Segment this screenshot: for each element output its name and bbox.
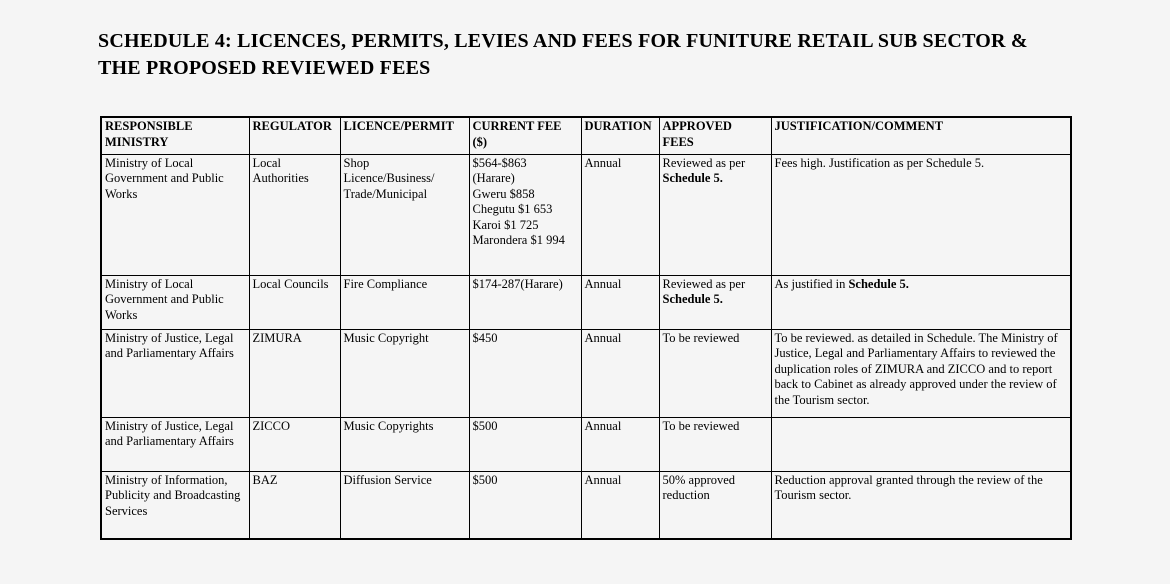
text-segment: $174-287(Harare) [472,276,563,291]
cell-line [663,135,768,151]
cell-line [473,171,578,187]
text-segment: To be reviewed. as detailed in Schedule. The Ministry of Justice, Legal and Parliamentary Affairs to reviewed the duplication roles of ZIMURA and ZICCO and to report back to Cabinet as already approved under the review of the Tourism sector. [774,330,1058,407]
table-cell [659,275,771,329]
column-header [581,117,659,154]
table-body [101,154,1071,539]
cell-line [344,171,466,187]
cell-line [105,277,246,324]
text-segment: Gweru $858 [472,186,535,201]
table-cell [340,154,469,275]
cell-line [585,277,656,293]
cell-line [775,119,1068,135]
cell-line [473,233,578,249]
table-cell [101,417,249,471]
fees-table [100,116,1072,540]
cell-line [344,187,466,203]
table-cell [249,275,340,329]
table-cell [340,275,469,329]
cell-line [473,156,578,172]
cell-line [344,331,466,347]
text-segment: Karoi $1 725 [472,217,539,232]
table-cell [469,275,581,329]
text-segment: JUSTIFICATION/COMMENT [774,119,944,133]
table-cell [101,471,249,539]
table-cell [581,471,659,539]
text-segment: ZICCO [252,418,290,433]
table-cell [469,329,581,417]
cell-line [344,156,466,172]
table-cell [771,329,1071,417]
cell-line [105,419,246,450]
cell-line [253,156,337,187]
table-cell [581,417,659,471]
cell-line [473,119,578,135]
text-segment: LICENCE/PERMIT [343,119,454,133]
text-segment: $564-$863 [472,155,527,170]
text-segment: Ministry of Justice, Legal and Parliamentary Affairs [105,330,234,360]
text-segment: APPROVED [662,119,732,133]
text-segment: Reviewed as per [662,276,746,291]
table-cell [469,471,581,539]
table-cell [101,275,249,329]
cell-line [663,419,768,435]
text-segment: Reviewed as per [662,155,746,170]
text-segment: RESPONSIBLE [105,119,193,133]
table-cell [659,154,771,275]
cell-line [253,419,337,435]
text-segment: Chegutu $1 653 [472,202,553,216]
cell-line [473,331,578,347]
text-segment: 50% approved reduction [662,472,736,502]
table-head [101,117,1071,154]
table-cell [249,329,340,417]
table-cell [581,275,659,329]
cell-line [253,119,337,135]
cell-line [663,473,768,504]
text-segment: Music Copyrights [343,418,434,433]
text-segment: Ministry of Local Government and Public Works [105,155,224,201]
table-cell [249,154,340,275]
text-segment: Annual [584,330,622,345]
text-segment: Diffusion Service [343,472,432,487]
text-segment: Local Authorities [252,155,309,185]
cell-line [344,473,466,489]
text-segment: $500 [472,418,498,433]
cell-line [253,277,337,293]
cell-line [473,135,578,151]
text-segment: Reduction approval granted through the review of the Tourism sector. [774,472,1043,502]
table-cell [659,417,771,471]
text-segment: DURATION [584,119,652,133]
text-segment: Fire Compliance [343,276,428,291]
text-segment: (Harare) [472,171,515,185]
table-row [101,154,1071,275]
table-cell [771,275,1071,329]
cell-line [585,331,656,347]
text-segment: Music Copyright [343,330,429,345]
table-cell [771,471,1071,539]
cell-line [775,156,1068,172]
text-segment: Ministry of Justice, Legal and Parliamentary Affairs [105,418,234,448]
cell-line [473,473,578,489]
text-segment: Annual [584,155,622,170]
text-segment: $500 [472,472,498,487]
cell-line [663,277,768,308]
text-segment: Ministry of Information, Publicity and Broadcasting Services [105,472,241,518]
cell-line [344,419,466,435]
cell-line [585,119,656,135]
column-header [249,117,340,154]
text-segment: ($) [472,134,488,149]
table-cell [581,329,659,417]
text-segment: REGULATOR [252,119,332,133]
text-segment: FEES [662,134,694,149]
table-cell [659,329,771,417]
table-row [101,329,1071,417]
table-cell [101,154,249,275]
cell-line [253,473,337,489]
cell-line [473,187,578,203]
text-segment: Schedule 5. [662,292,723,306]
text-segment: Shop [343,155,370,170]
text-segment: Schedule 5. [848,276,909,291]
cell-line [585,156,656,172]
table-cell [469,154,581,275]
cell-line [105,135,246,151]
cell-line [344,277,466,293]
text-segment: CURRENT FEE [472,119,562,133]
cell-line [253,331,337,347]
cell-line [585,473,656,489]
cell-line [663,331,768,347]
table-cell [340,417,469,471]
column-header [771,117,1071,154]
column-header [101,117,249,154]
text-segment: BAZ [252,472,278,487]
cell-line [473,419,578,435]
cell-line [105,331,246,362]
text-segment: Licence/Business/ [343,171,435,185]
table-cell [659,471,771,539]
text-segment: MINISTRY [105,134,169,149]
text-segment: Fees high. Justification as per Schedule 5. [774,155,985,170]
table-cell [249,417,340,471]
table-row [101,275,1071,329]
cell-line [775,473,1068,504]
table-row [101,471,1071,539]
cell-line [105,473,246,520]
column-header [469,117,581,154]
table-cell [469,417,581,471]
table-cell [771,154,1071,275]
table-cell [581,154,659,275]
text-segment: Ministry of Local Government and Public Works [105,276,224,322]
table-row [101,417,1071,471]
text-segment: To be reviewed [662,418,740,433]
cell-line [105,119,246,135]
column-header [340,117,469,154]
text-segment: $450 [472,330,498,345]
text-segment: To be reviewed [662,330,740,345]
cell-line [105,156,246,203]
page-title: SCHEDULE 4: LICENCES, PERMITS, LEVIES AND FEES FOR FUNITURE RETAIL SUB SECTOR & THE PROPOSED REVIEWED FEES [98,30,1028,79]
cell-line [473,277,578,293]
text-segment: As justified in [774,276,849,291]
table-cell [340,329,469,417]
text-segment: Marondera $1 994 [472,233,565,247]
cell-line [775,277,1068,293]
text-segment: ZIMURA [252,330,302,345]
text-segment: Local Councils [252,276,329,291]
table-cell [771,417,1071,471]
table-cell [249,471,340,539]
column-header [659,117,771,154]
text-segment: Annual [584,276,622,291]
cell-line [585,419,656,435]
table-header-row [101,117,1071,154]
cell-line [663,119,768,135]
text-segment: Trade/Municipal [343,186,428,201]
text-segment: Annual [584,418,622,433]
text-segment: Annual [584,472,622,487]
cell-line [775,331,1068,409]
cell-line [344,119,466,135]
cell-line [663,156,768,187]
cell-line [473,218,578,234]
text-segment: Schedule 5. [662,171,723,185]
table-cell [340,471,469,539]
cell-line [473,202,578,218]
table-cell [101,329,249,417]
